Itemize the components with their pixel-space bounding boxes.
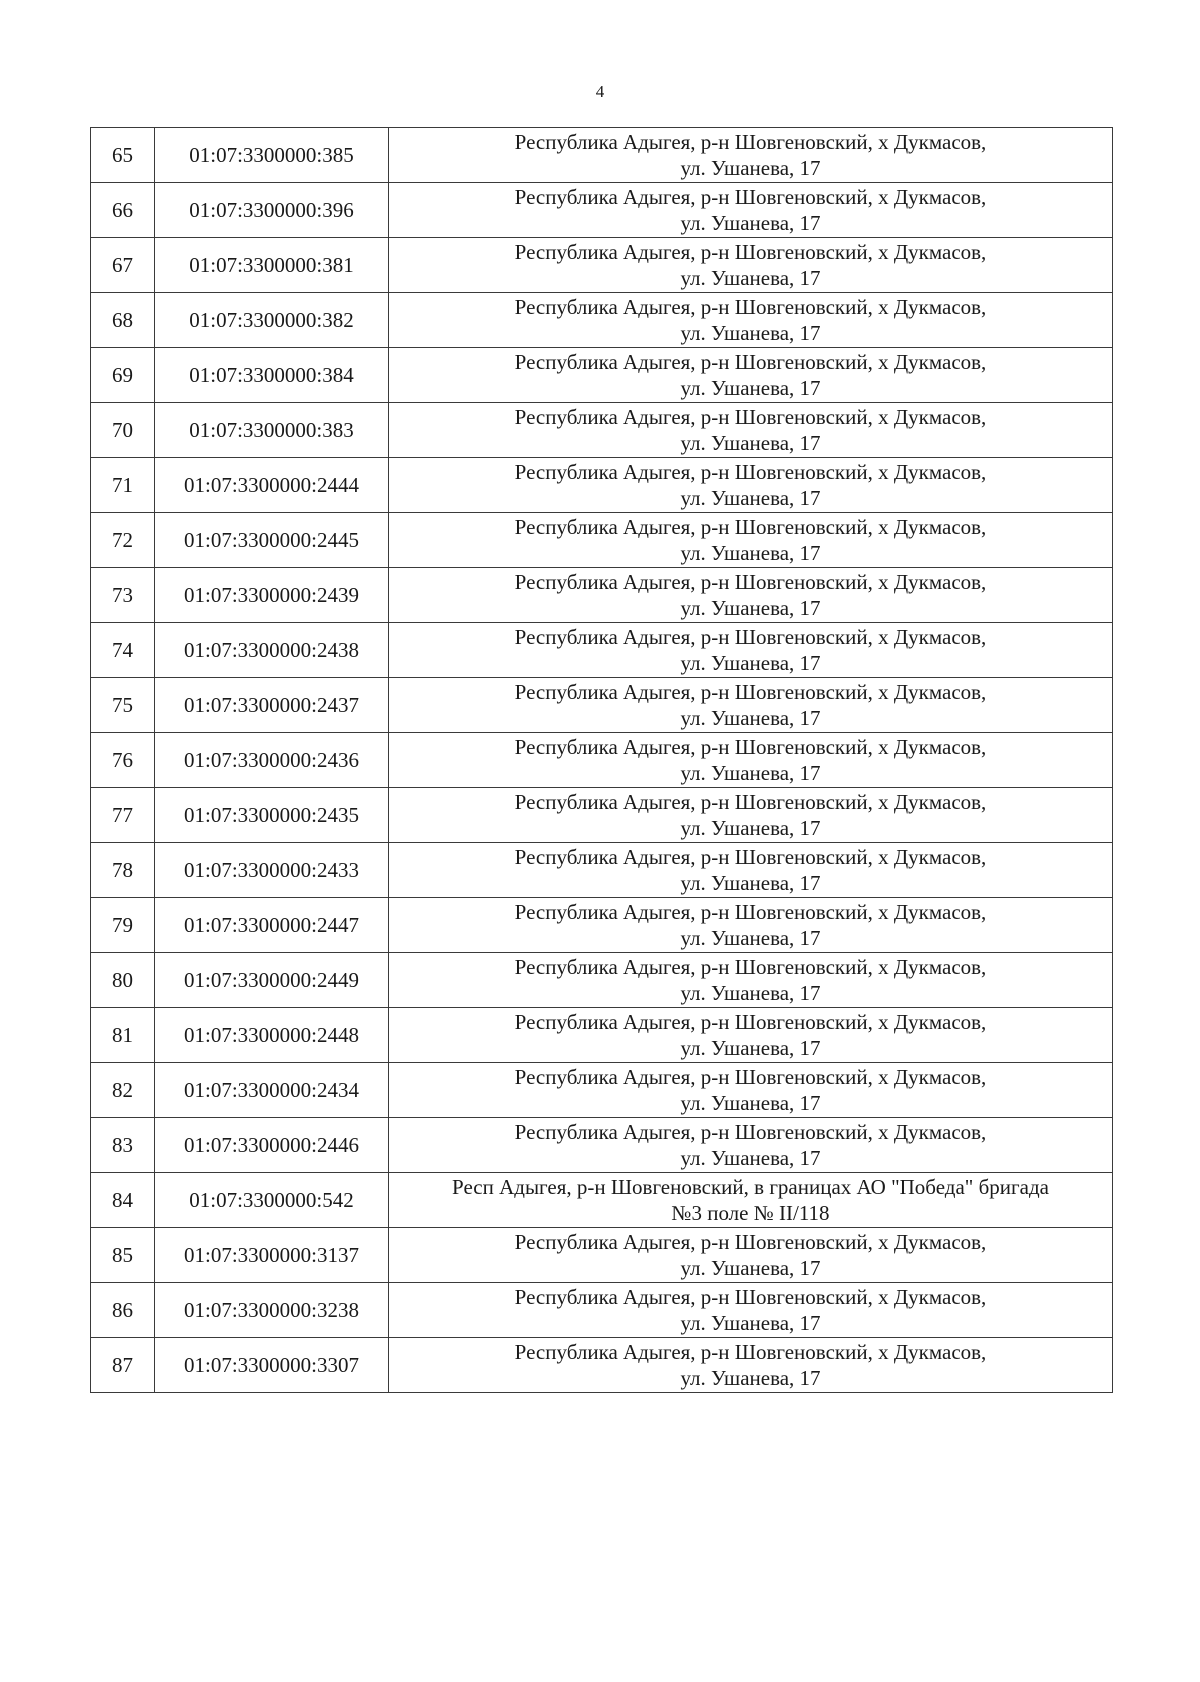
cadastral-number-cell: 01:07:3300000:3238 <box>155 1283 389 1338</box>
cadastral-number-cell: 01:07:3300000:2433 <box>155 843 389 898</box>
table-row <box>91 953 1113 1008</box>
address-line: Республика Адыгея, р-н Шовгеновский, х Дукмасов, <box>514 1065 987 1089</box>
table-row <box>91 513 1113 568</box>
table-row <box>91 678 1113 733</box>
address-line: ул. Ушанева, 17 <box>680 871 821 895</box>
row-number-cell: 74 <box>91 623 155 678</box>
table-row <box>91 788 1113 843</box>
address-line: Республика Адыгея, р-н Шовгеновский, х Дукмасов, <box>514 735 987 759</box>
table-body <box>91 128 1113 1393</box>
row-number-cell: 76 <box>91 733 155 788</box>
address-cell <box>389 238 1113 293</box>
table-row <box>91 1008 1113 1063</box>
cadastral-number-cell: 01:07:3300000:2434 <box>155 1063 389 1118</box>
land-parcel-table <box>90 127 1113 1393</box>
cadastral-number-cell: 01:07:3300000:385 <box>155 128 389 183</box>
address-line: ул. Ушанева, 17 <box>680 926 821 950</box>
address-cell <box>389 1228 1113 1283</box>
row-number-cell: 82 <box>91 1063 155 1118</box>
address-line: Респ Адыгея, р-н Шовгеновский, в границах АО "Победа" бригада <box>452 1175 1049 1199</box>
address-line: ул. Ушанева, 17 <box>680 376 821 400</box>
address-line: ул. Ушанева, 17 <box>680 211 821 235</box>
address-cell <box>389 1338 1113 1393</box>
address-line: ул. Ушанева, 17 <box>680 431 821 455</box>
table-row <box>91 1173 1113 1228</box>
address-line: Республика Адыгея, р-н Шовгеновский, х Дукмасов, <box>514 460 987 484</box>
row-number-cell: 73 <box>91 568 155 623</box>
address-line: ул. Ушанева, 17 <box>680 541 821 565</box>
address-line: ул. Ушанева, 17 <box>680 1366 821 1390</box>
address-cell <box>389 513 1113 568</box>
address-cell <box>389 183 1113 238</box>
address-line: Республика Адыгея, р-н Шовгеновский, х Дукмасов, <box>514 790 987 814</box>
address-line: Республика Адыгея, р-н Шовгеновский, х Дукмасов, <box>514 240 987 264</box>
address-line: Республика Адыгея, р-н Шовгеновский, х Дукмасов, <box>514 1010 987 1034</box>
cadastral-number-cell: 01:07:3300000:2447 <box>155 898 389 953</box>
table-row <box>91 458 1113 513</box>
address-cell <box>389 1008 1113 1063</box>
address-line: Республика Адыгея, р-н Шовгеновский, х Дукмасов, <box>514 845 987 869</box>
row-number-cell: 65 <box>91 128 155 183</box>
address-cell <box>389 128 1113 183</box>
address-line: Республика Адыгея, р-н Шовгеновский, х Дукмасов, <box>514 1285 987 1309</box>
address-line: ул. Ушанева, 17 <box>680 156 821 180</box>
cadastral-number-cell: 01:07:3300000:2445 <box>155 513 389 568</box>
row-number-cell: 83 <box>91 1118 155 1173</box>
address-cell <box>389 953 1113 1008</box>
cadastral-number-cell: 01:07:3300000:2439 <box>155 568 389 623</box>
row-number-cell: 81 <box>91 1008 155 1063</box>
row-number-cell: 68 <box>91 293 155 348</box>
cadastral-number-cell: 01:07:3300000:2446 <box>155 1118 389 1173</box>
address-line: ул. Ушанева, 17 <box>680 1036 821 1060</box>
table-row <box>91 1283 1113 1338</box>
table-row <box>91 623 1113 678</box>
cadastral-number-cell: 01:07:3300000:384 <box>155 348 389 403</box>
address-line: Республика Адыгея, р-н Шовгеновский, х Дукмасов, <box>514 625 987 649</box>
address-line: ул. Ушанева, 17 <box>680 1256 821 1280</box>
table-row <box>91 843 1113 898</box>
row-number-cell: 70 <box>91 403 155 458</box>
table-row <box>91 1338 1113 1393</box>
table-row <box>91 1063 1113 1118</box>
row-number-cell: 75 <box>91 678 155 733</box>
address-cell <box>389 568 1113 623</box>
address-line: ул. Ушанева, 17 <box>680 761 821 785</box>
address-line: ул. Ушанева, 17 <box>680 1091 821 1115</box>
address-cell <box>389 348 1113 403</box>
address-line: Республика Адыгея, р-н Шовгеновский, х Дукмасов, <box>514 185 987 209</box>
address-line: ул. Ушанева, 17 <box>680 706 821 730</box>
address-line: Республика Адыгея, р-н Шовгеновский, х Дукмасов, <box>514 955 987 979</box>
address-cell <box>389 623 1113 678</box>
address-line: ул. Ушанева, 17 <box>680 266 821 290</box>
address-cell <box>389 1173 1113 1228</box>
row-number-cell: 77 <box>91 788 155 843</box>
address-cell <box>389 733 1113 788</box>
cadastral-number-cell: 01:07:3300000:383 <box>155 403 389 458</box>
address-line: Республика Адыгея, р-н Шовгеновский, х Дукмасов, <box>514 130 987 154</box>
address-line: ул. Ушанева, 17 <box>680 651 821 675</box>
address-line: Республика Адыгея, р-н Шовгеновский, х Дукмасов, <box>514 680 987 704</box>
row-number-cell: 67 <box>91 238 155 293</box>
cadastral-number-cell: 01:07:3300000:2444 <box>155 458 389 513</box>
cadastral-number-cell: 01:07:3300000:3137 <box>155 1228 389 1283</box>
address-line: Республика Адыгея, р-н Шовгеновский, х Дукмасов, <box>514 570 987 594</box>
address-line: ул. Ушанева, 17 <box>680 816 821 840</box>
cadastral-number-cell: 01:07:3300000:542 <box>155 1173 389 1228</box>
cadastral-number-cell: 01:07:3300000:2438 <box>155 623 389 678</box>
address-cell <box>389 788 1113 843</box>
address-cell <box>389 1118 1113 1173</box>
table-row <box>91 568 1113 623</box>
row-number-cell: 71 <box>91 458 155 513</box>
page-number: 4 <box>595 82 605 101</box>
address-line: ул. Ушанева, 17 <box>680 596 821 620</box>
cadastral-number-cell: 01:07:3300000:382 <box>155 293 389 348</box>
row-number-cell: 69 <box>91 348 155 403</box>
address-cell <box>389 843 1113 898</box>
cadastral-number-cell: 01:07:3300000:2448 <box>155 1008 389 1063</box>
address-cell <box>389 1283 1113 1338</box>
table-row <box>91 128 1113 183</box>
table-row <box>91 183 1113 238</box>
table-row <box>91 348 1113 403</box>
address-cell <box>389 1063 1113 1118</box>
row-number-cell: 80 <box>91 953 155 1008</box>
address-cell <box>389 293 1113 348</box>
row-number-cell: 85 <box>91 1228 155 1283</box>
cadastral-number-cell: 01:07:3300000:2435 <box>155 788 389 843</box>
address-line: ул. Ушанева, 17 <box>680 1311 821 1335</box>
address-cell <box>389 898 1113 953</box>
address-line: ул. Ушанева, 17 <box>680 1146 821 1170</box>
row-number-cell: 84 <box>91 1173 155 1228</box>
row-number-cell: 78 <box>91 843 155 898</box>
address-line: ул. Ушанева, 17 <box>680 981 821 1005</box>
cadastral-number-cell: 01:07:3300000:3307 <box>155 1338 389 1393</box>
address-line: Республика Адыгея, р-н Шовгеновский, х Дукмасов, <box>514 515 987 539</box>
address-line: Республика Адыгея, р-н Шовгеновский, х Дукмасов, <box>514 1230 987 1254</box>
cadastral-number-cell: 01:07:3300000:2449 <box>155 953 389 1008</box>
address-cell <box>389 678 1113 733</box>
row-number-cell: 72 <box>91 513 155 568</box>
row-number-cell: 87 <box>91 1338 155 1393</box>
cadastral-number-cell: 01:07:3300000:2436 <box>155 733 389 788</box>
address-line: Республика Адыгея, р-н Шовгеновский, х Дукмасов, <box>514 350 987 374</box>
row-number-cell: 79 <box>91 898 155 953</box>
address-line: ул. Ушанева, 17 <box>680 486 821 510</box>
table-row <box>91 238 1113 293</box>
table-row <box>91 1228 1113 1283</box>
address-cell <box>389 458 1113 513</box>
table-row <box>91 293 1113 348</box>
row-number-cell: 86 <box>91 1283 155 1338</box>
address-line: Республика Адыгея, р-н Шовгеновский, х Дукмасов, <box>514 900 987 924</box>
cadastral-number-cell: 01:07:3300000:381 <box>155 238 389 293</box>
address-line: Республика Адыгея, р-н Шовгеновский, х Дукмасов, <box>514 1120 987 1144</box>
address-line: Республика Адыгея, р-н Шовгеновский, х Дукмасов, <box>514 295 987 319</box>
table-row <box>91 403 1113 458</box>
address-line: Республика Адыгея, р-н Шовгеновский, х Дукмасов, <box>514 405 987 429</box>
cadastral-number-cell: 01:07:3300000:2437 <box>155 678 389 733</box>
cadastral-number-cell: 01:07:3300000:396 <box>155 183 389 238</box>
row-number-cell: 66 <box>91 183 155 238</box>
address-cell <box>389 403 1113 458</box>
table-row <box>91 733 1113 788</box>
address-line: ул. Ушанева, 17 <box>680 321 821 345</box>
address-line: Республика Адыгея, р-н Шовгеновский, х Дукмасов, <box>514 1340 987 1364</box>
address-line: №3 поле № II/118 <box>671 1201 830 1225</box>
table-row <box>91 1118 1113 1173</box>
table-row <box>91 898 1113 953</box>
